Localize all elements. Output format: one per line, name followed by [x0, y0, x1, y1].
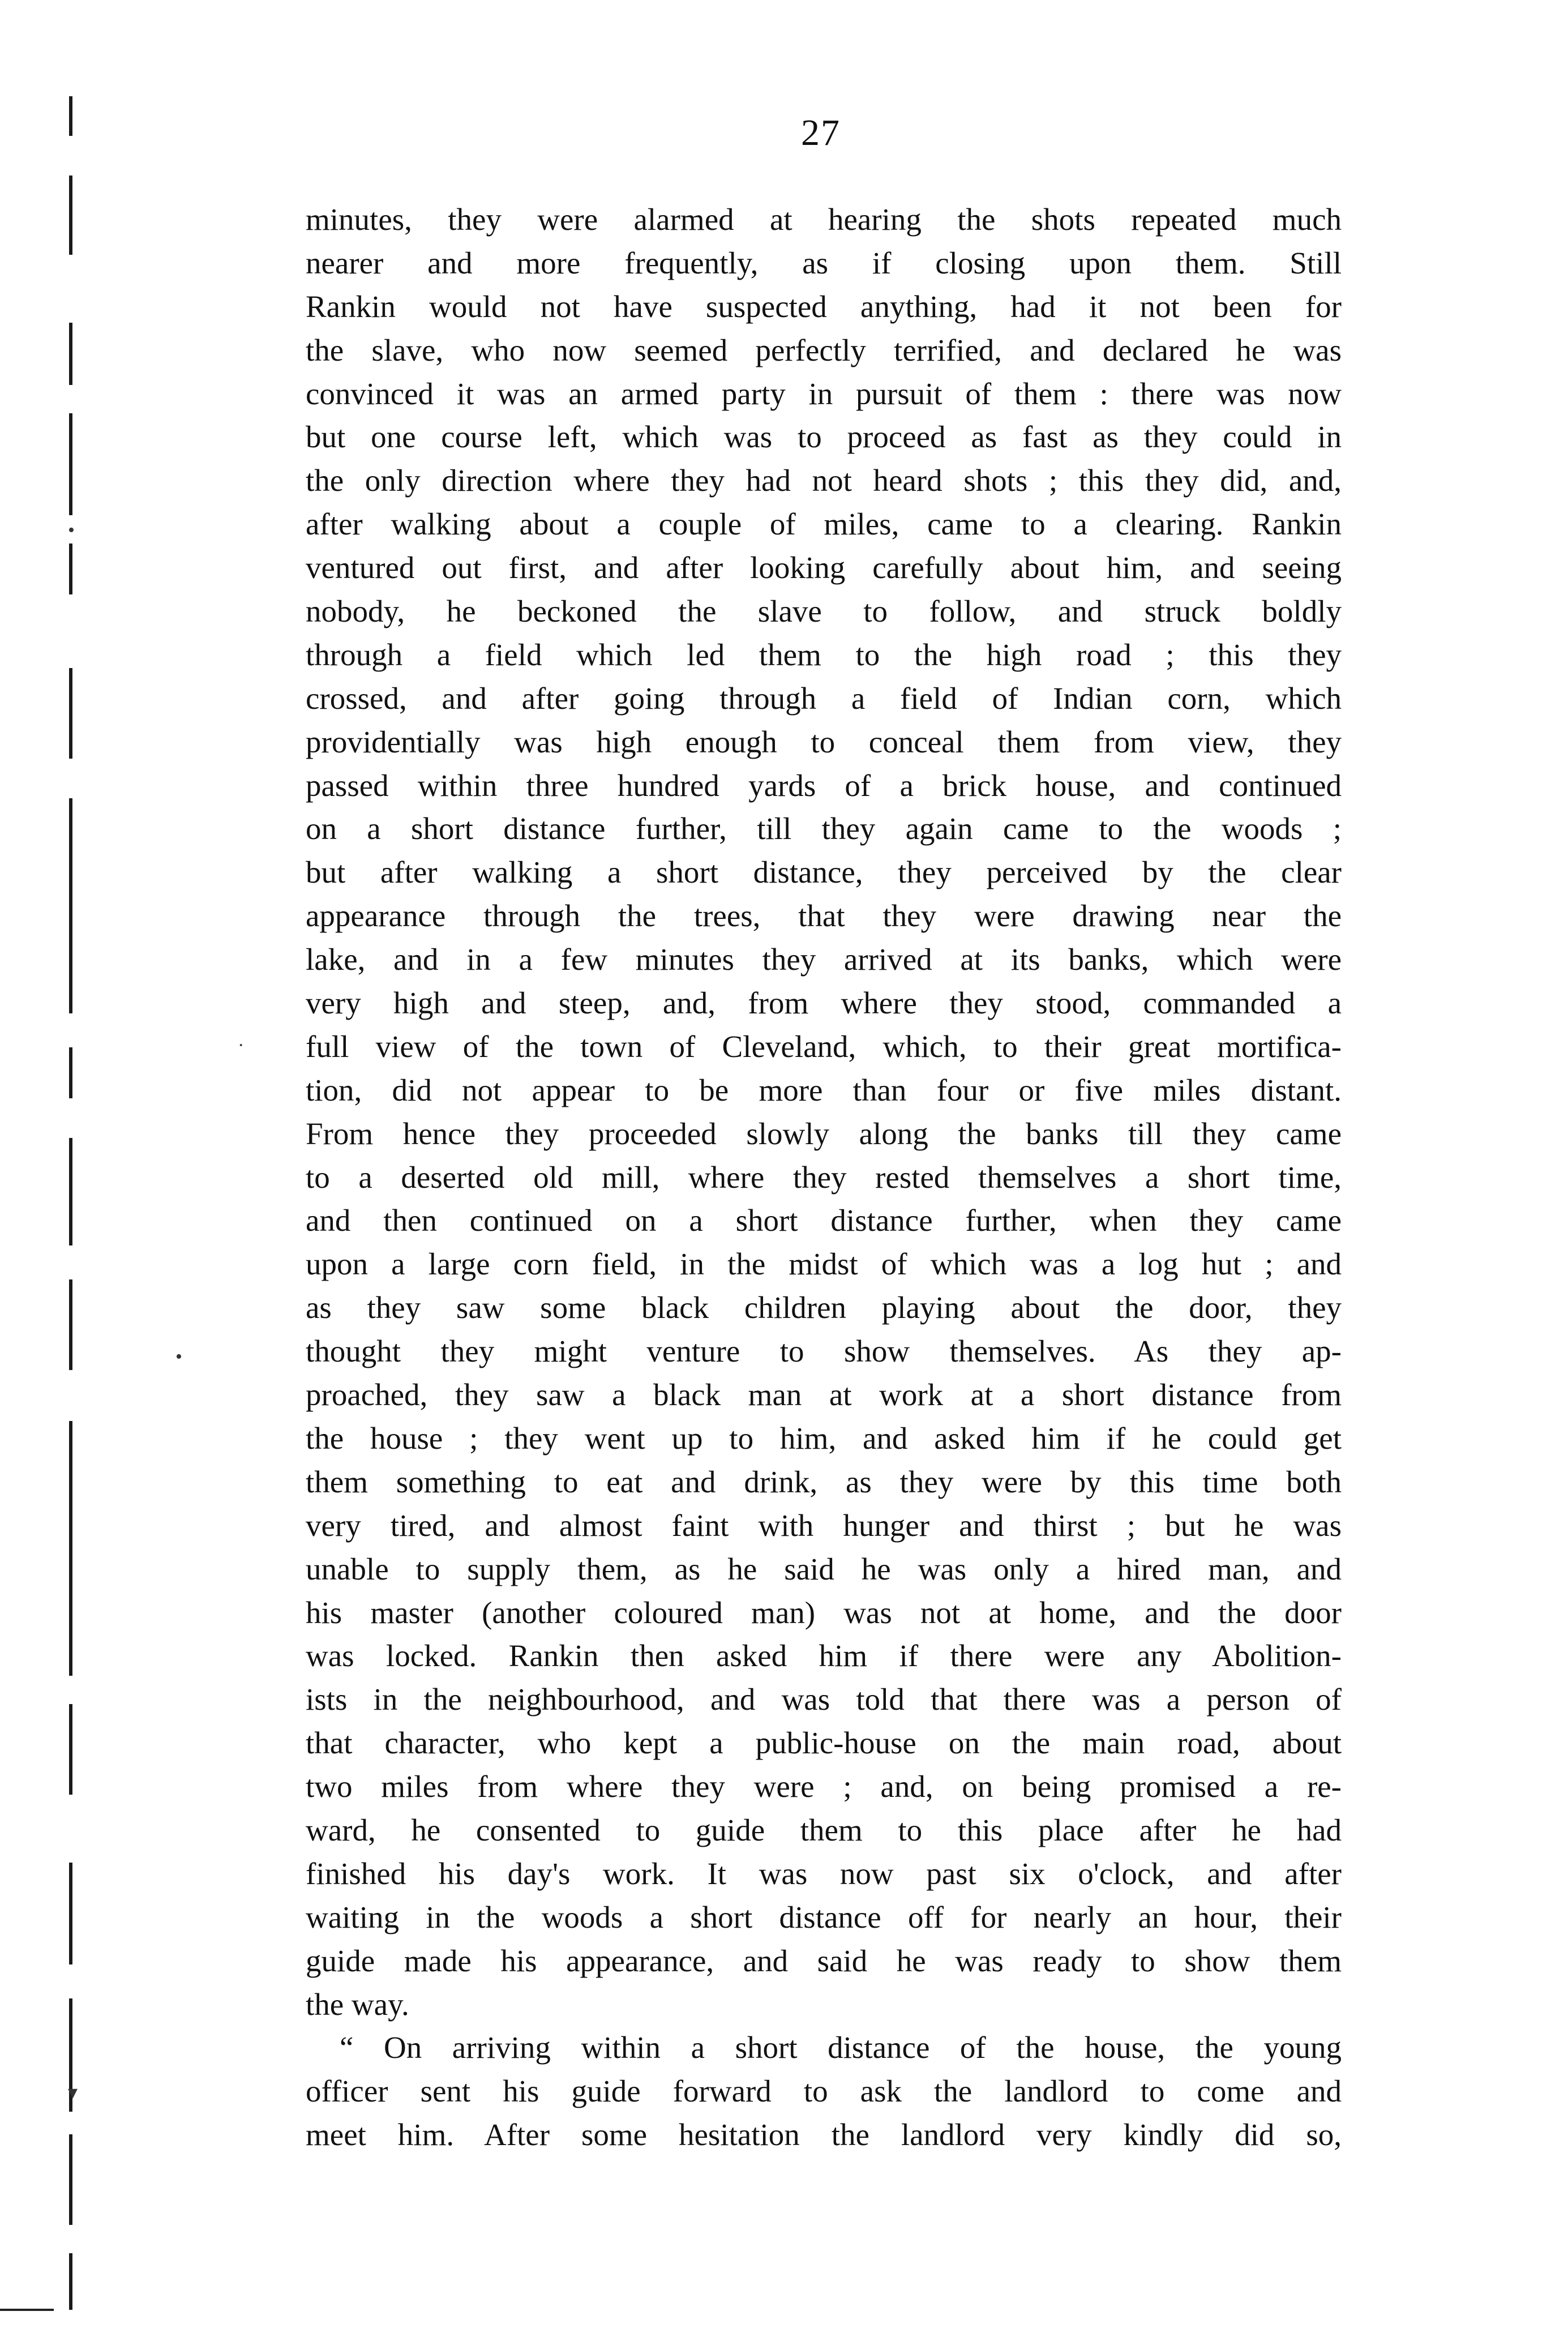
margin-mark: · [238, 1035, 245, 1056]
text-line: after walking about a couple of miles, came to a clearing. Rankin [306, 507, 1342, 542]
text-line: meet him. After some hesitation the landlord very kindly did so, [306, 2117, 1342, 2152]
text-line: them something to eat and drink, as they were by this time both [306, 1464, 1342, 1499]
margin-mark: • [175, 1346, 182, 1367]
text-line: that character, who kept a public-house on the main road, about [306, 1726, 1342, 1761]
text-line: was locked. Rankin then asked him if there were any Abolition- [306, 1638, 1342, 1673]
text-line: but after walking a short distance, they perceived by the clear [306, 855, 1342, 890]
text-line: finished his day's work. It was now past six o'clock, and after [306, 1856, 1342, 1891]
text-line: the only direction where they had not heard shots ; this they did, and, [306, 463, 1342, 498]
page-number: 27 [801, 112, 841, 153]
text-line: the way. [306, 1987, 409, 2022]
text-line: crossed, and after going through a field of Indian corn, which [306, 680, 1342, 716]
paragraph [306, 2026, 1342, 2157]
text-line: appearance through the trees, that they were drawing near the [306, 898, 1342, 934]
body-text [306, 198, 1342, 2157]
text-line: proached, they saw a black man at work at a short distance from [306, 1377, 1342, 1413]
text-line: providentially was high enough to conceal them from view, they [306, 724, 1342, 759]
text-line: upon a large corn field, in the midst of which was a log hut ; and [306, 1247, 1342, 1282]
paragraph [306, 198, 1342, 2026]
text-line: Rankin would not have suspected anything, had it not been for [306, 289, 1342, 324]
text-line: minutes, they were alarmed at hearing the shots repeated much [306, 202, 1342, 237]
bottom-edge-rule [0, 2309, 54, 2311]
text-line: through a field which led them to the high road ; this they [306, 637, 1342, 672]
text-line: nearer and more frequently, as if closing upon them. Still [306, 245, 1342, 280]
text-line: on a short distance further, till they again came to the woods ; [306, 811, 1342, 846]
text-line: unable to supply them, as he said he was only a hired man, and [306, 1551, 1342, 1586]
text-line: ists in the neighbourhood, and was told that there was a person of [306, 1682, 1342, 1717]
text-line: ventured out first, and after looking carefully about him, and seeing [306, 550, 1342, 585]
text-line: waiting in the woods a short distance off for nearly an hour, their [306, 1899, 1342, 1934]
text-line: to a deserted old mill, where they rested themselves a short time, [306, 1159, 1342, 1195]
text-line: thought they might venture to show themselves. As they ap- [306, 1334, 1342, 1369]
text-line: From hence they proceeded slowly along the banks till they came [306, 1116, 1342, 1151]
text-line: passed within three hundred yards of a brick house, and continued [306, 768, 1342, 803]
text-line: ward, he consented to guide them to this place after he had [306, 1812, 1342, 1847]
text-line: full view of the town of Cleveland, which, to their great mortifica- [306, 1029, 1342, 1064]
text-line: very tired, and almost faint with hunger and thirst ; but he was [306, 1508, 1342, 1543]
margin-mark: ▾ [68, 2082, 78, 2103]
text-line: officer sent his guide forward to ask the landlord to come and [306, 2074, 1342, 2109]
text-line: as they saw some black children playing about the door, they [306, 1290, 1342, 1325]
text-line: his master (another coloured man) was not at home, and the door [306, 1595, 1342, 1630]
text-line: and then continued on a short distance further, when they came [306, 1203, 1342, 1238]
text-line: lake, and in a few minutes they arrived at its banks, which were [306, 942, 1342, 977]
text-line: the slave, who now seemed perfectly terrified, and declared he was [306, 332, 1342, 367]
text-line: two miles from where they were ; and, on being promised a re- [306, 1769, 1342, 1804]
text-line: very high and steep, and, from where they stood, commanded a [306, 986, 1342, 1021]
text-line: but one course left, which was to proceed as fast as they could in [306, 420, 1342, 455]
text-line: convinced it was an armed party in pursuit of them : there was now [306, 376, 1342, 411]
text-line: tion, did not appear to be more than four or five miles distant. [306, 1072, 1342, 1107]
text-line: guide made his appearance, and said he was ready to show them [306, 1943, 1342, 1978]
binding-edge [61, 74, 84, 2310]
text-line: “ On arriving within a short distance of the house, the young [340, 2030, 1342, 2065]
text-line: nobody, he beckoned the slave to follow, and struck boldly [306, 594, 1342, 629]
text-line: the house ; they went up to him, and asked him if he could get [306, 1420, 1342, 1456]
margin-mark: • [68, 520, 75, 541]
